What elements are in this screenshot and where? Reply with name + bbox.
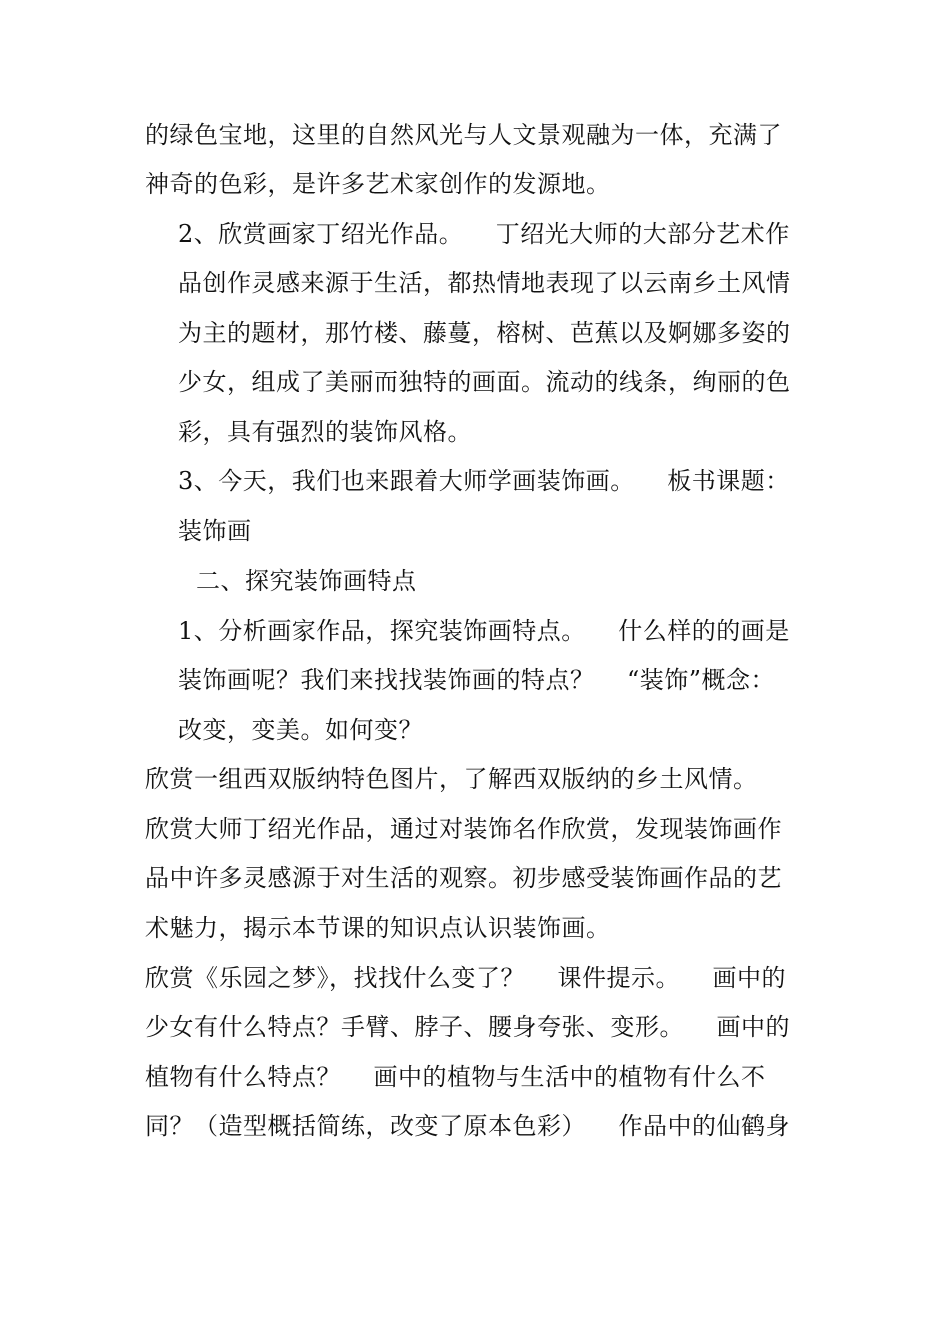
text-line: 装饰画 (178, 517, 252, 545)
text-line: 神奇的色彩，是许多艺术家创作的发源地。 (145, 170, 611, 198)
text-line: 欣赏一组西双版纳特色图片，了解西双版纳的乡土风情。 (145, 765, 758, 793)
text-line: 欣赏《乐园之梦》，找找什么变了？ 课件提示。 画中的 (145, 964, 787, 992)
text-line: 2、欣赏画家丁绍光作品。 丁绍光大师的大部分艺术作 (178, 220, 790, 248)
text-line: 装饰画呢？我们来找找装饰画的特点？ “装饰”概念： (178, 666, 776, 694)
text-line: 同？（造型概括简练，改变了原本色彩） 作品中的仙鹤身 (145, 1112, 791, 1140)
text-line: 彩，具有强烈的装饰风格。 (178, 418, 472, 446)
text-line: 改变，变美。如何变？ (178, 716, 423, 744)
text-line: 植物有什么特点？ 画中的植物与生活中的植物有什么不 (145, 1063, 766, 1091)
section-heading: 二、探究装饰画特点 (196, 567, 417, 595)
text-line: 品中许多灵感源于对生活的观察。初步感受装饰画作品的艺 (145, 864, 782, 892)
text-line: 少女有什么特点？手臂、脖子、腰身夸张、变形。 画中的 (145, 1013, 791, 1041)
text-line: 欣赏大师丁绍光作品，通过对装饰名作欣赏，发现装饰画作 (145, 815, 782, 843)
text-line: 术魅力，揭示本节课的知识点认识装饰画。 (145, 914, 611, 942)
text-line: 1、分析画家作品，探究装饰画特点。 什么样的的画是 (178, 617, 790, 645)
text-line: 为主的题材，那竹楼、藤蔓，榕树、芭蕉以及婀娜多姿的 (178, 319, 791, 347)
text-line: 品创作灵感来源于生活，都热情地表现了以云南乡土风情 (178, 269, 791, 297)
text-line: 的绿色宝地，这里的自然风光与人文景观融为一体，充满了 (145, 121, 782, 149)
text-line: 少女，组成了美丽而独特的画面。流动的线条，绚丽的色 (178, 368, 791, 396)
text-line: 3、今天，我们也来跟着大师学画装饰画。 板书课题： (178, 467, 790, 495)
